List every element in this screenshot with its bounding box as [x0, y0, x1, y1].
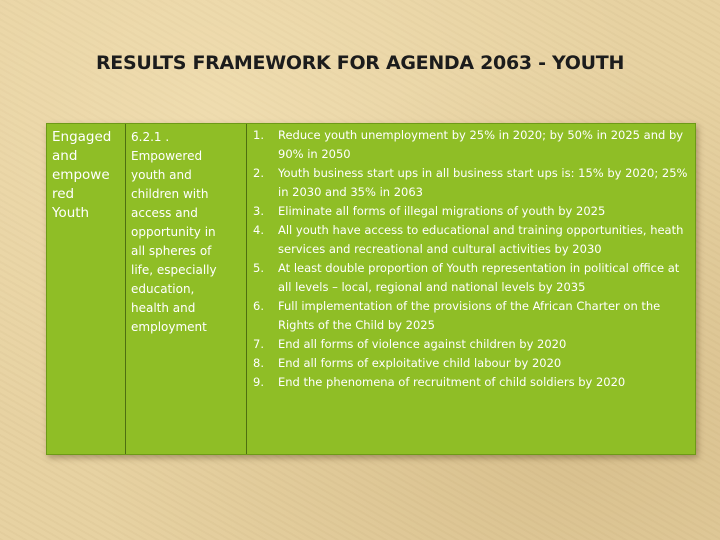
aspiration-line: Engaged [52, 129, 112, 145]
goal-line: life, especially [131, 263, 217, 277]
goal-line: employment [131, 320, 207, 334]
targets-cell [253, 126, 689, 392]
target-number: 9. [253, 375, 264, 389]
target-text: End all forms of exploitative child labour by 2020 [278, 356, 562, 370]
target-text: All youth have access to educational and training opportunities, heath services and recreational and cultural activities by 2030 [278, 223, 684, 256]
target-item [253, 164, 689, 202]
aspiration-line: red [52, 186, 75, 202]
target-number: 7. [253, 337, 264, 351]
target-item [253, 221, 689, 259]
aspiration-line: Youth [52, 205, 90, 221]
target-text: End all forms of violence against children by 2020 [278, 337, 567, 351]
target-text: Youth business start ups in all business start ups is: 15% by 2020; 25% in 2030 and 35% in 2063 [278, 166, 688, 199]
target-item [253, 202, 689, 221]
goal-line: opportunity in [131, 225, 216, 239]
target-text: End the phenomena of recruitment of child soldiers by 2020 [278, 375, 626, 389]
goal-line: children with [131, 187, 209, 201]
target-text: Eliminate all forms of illegal migrations of youth by 2025 [278, 204, 606, 218]
target-item [253, 373, 689, 392]
target-number: 4. [253, 223, 264, 237]
target-number: 1. [253, 128, 264, 142]
goal-line: 6.2.1 . [131, 130, 170, 144]
target-text: Full implementation of the provisions of the African Charter on the Rights of the Child by 2025 [278, 299, 661, 332]
aspiration-cell [52, 128, 126, 223]
target-number: 8. [253, 356, 264, 370]
target-text: Reduce youth unemployment by 25% in 2020; by 50% in 2025 and by 90% in 2050 [278, 128, 684, 161]
target-item [253, 126, 689, 164]
target-number: 3. [253, 204, 264, 218]
goal-line: access and [131, 206, 198, 220]
goal-line: health and [131, 301, 196, 315]
target-item [253, 354, 689, 373]
aspiration-line: empowe [52, 167, 110, 183]
goal-line: Empowered [131, 149, 203, 163]
page-title: RESULTS FRAMEWORK FOR AGENDA 2063 - YOUTH [95, 52, 625, 74]
goal-line: education, [131, 282, 195, 296]
aspiration-line: and [52, 148, 78, 164]
target-item [253, 297, 689, 335]
target-number: 2. [253, 166, 264, 180]
goal-line: all spheres of [131, 244, 212, 258]
goal-cell [131, 128, 247, 337]
target-item [253, 259, 689, 297]
target-number: 5. [253, 261, 264, 275]
target-text: At least double proportion of Youth representation in political office at all levels – local, regional and national levels by 2035 [278, 261, 680, 294]
target-number: 6. [253, 299, 264, 313]
target-item [253, 335, 689, 354]
results-table [46, 123, 696, 455]
goal-line: youth and [131, 168, 192, 182]
